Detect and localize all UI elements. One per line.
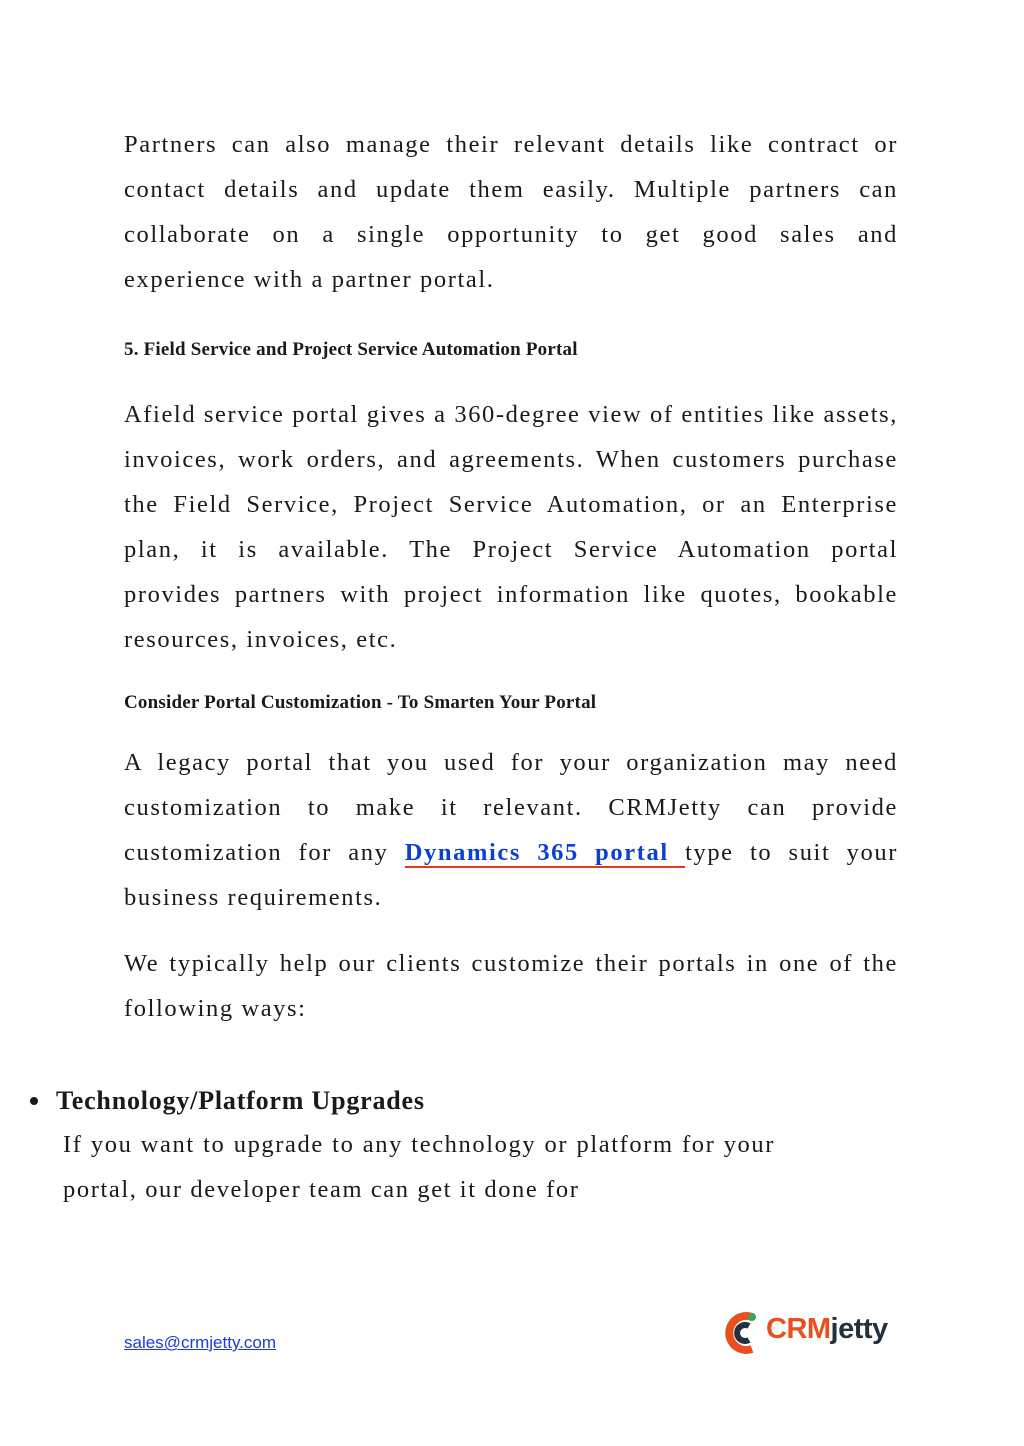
- bullet-dot-icon: [30, 1097, 38, 1105]
- crmjetty-logo: [722, 1303, 898, 1363]
- paragraph-customize-ways: We typically help our clients customize their portals in one of the following ways:: [124, 950, 898, 1022]
- dynamics-365-portal-link[interactable]: Dynamics 365 portal: [404, 839, 686, 866]
- section-heading-field-service: 5. Field Service and Project Service Automation Portal: [124, 339, 578, 360]
- footer-email-link[interactable]: sales@crmjetty.com: [124, 1333, 277, 1352]
- bullet-title-text: Technology/Platform Upgrades: [56, 1086, 425, 1115]
- paragraph-field-service: Afield service portal gives a 360-degree view of entities like assets, invoices, work orders, and agreements. When customers purchase the Field Service, Project Service Automation, or an Enterprise plan, it is available. The Project Service Automation portal provides partners with project information like quotes, bookable resources, invoices, etc.: [124, 401, 898, 653]
- paragraph-partner-details: Partners can also manage their relevant details like contract or contact details and update them easily. Multiple partners can collaborate on a single opportunity to get good sales and experience with a partner portal.: [124, 131, 898, 293]
- crmjetty-logo-wordmark: CRMjetty: [766, 1313, 888, 1345]
- section-heading-customization: Consider Portal Customization - To Smarten Your Portal: [124, 692, 597, 713]
- paragraph-text-after-link: type to suit your business requirements.: [124, 839, 898, 911]
- bullet-body: If you want to upgrade to any technology or platform for your portal, our developer team can get it done for: [63, 1131, 775, 1203]
- paragraph-text-before-link: A legacy portal that you used for your organization may need customization to make it relevant. CRMJetty can provide customization for any: [124, 749, 898, 866]
- crmjetty-logo-icon: [722, 1309, 762, 1357]
- bullet-item-technology-upgrades: [30, 1080, 774, 1212]
- paragraph-legacy-portal: [124, 740, 898, 920]
- bullet-title: [30, 1080, 774, 1122]
